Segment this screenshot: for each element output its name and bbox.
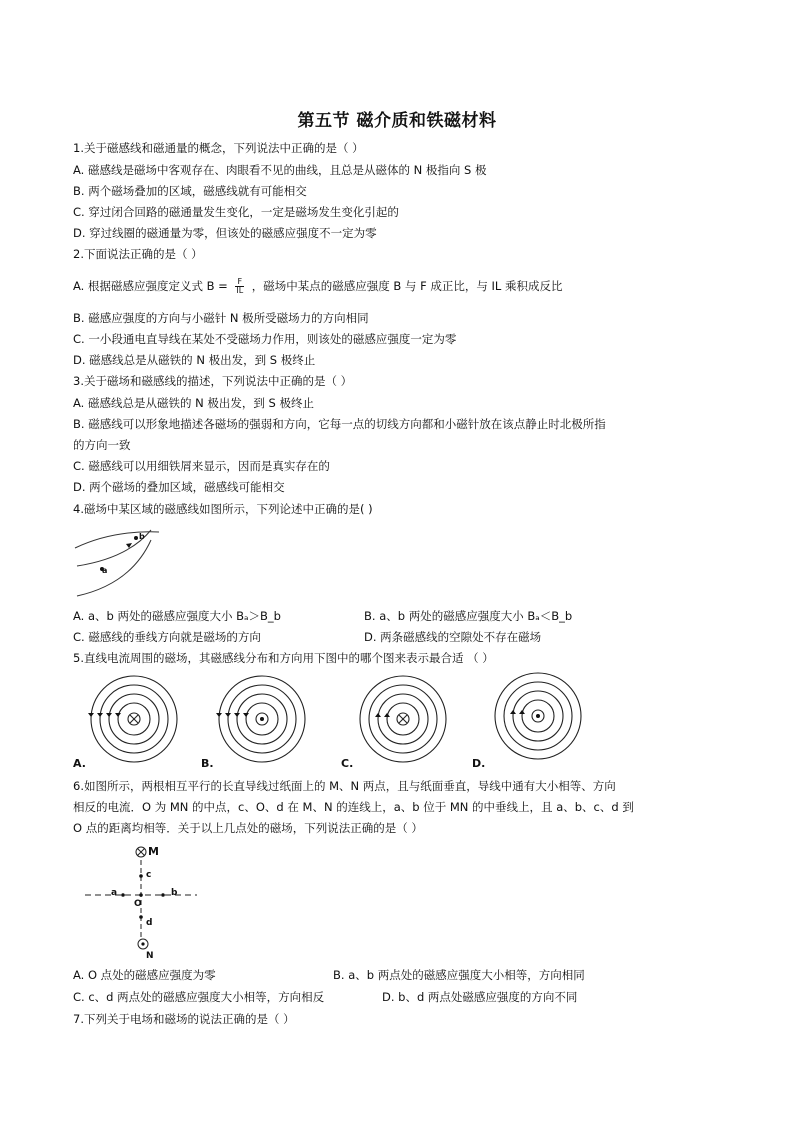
q5-label-d: D. [472,757,486,770]
point-o [139,893,143,897]
field-line-lower [77,540,151,596]
q2-option-b: B. 磁感应强度的方向与小磁针 N 极所受磁场力的方向相同 [73,311,369,325]
q1-option-d: D. 穿过线圈的磁通量为零，但该处的磁感应强度不一定为零 [73,226,377,240]
q4-label-a: a [102,566,108,575]
q6-option-a: A. O 点处的磁感应强度为零 [73,968,216,982]
q6-wires-figure [85,842,205,954]
q2-stem: 2.下面说法正确的是（ ） [73,247,203,261]
q3-option-a: A. 磁感线总是从磁铁的 N 极出发，到 S 极终止 [73,396,314,410]
q4-option-d: D. 两条磁感线的空隙处不存在磁场 [364,630,542,644]
q6-label-o: O [134,899,142,909]
q2-option-d: D. 磁感线总是从磁铁的 N 极出发，到 S 极终止 [73,353,316,367]
q3-option-d: D. 两个磁场的叠加区域，磁感线可能相交 [73,480,285,494]
q6-label-b: b [171,888,178,898]
point-b [161,893,165,897]
point-a [121,893,125,897]
q1-stem: 1.关于磁感线和磁通量的概念，下列说法中正确的是（ ） [73,141,364,155]
q5-stem: 5.直线电流周围的磁场，其磁感线分布和方向用下图中的哪个图来表示最合适 （ ） [73,651,494,665]
q5-figure-c [357,673,449,765]
q3-stem: 3.关于磁场和磁感线的描述，下列说法中正确的是（ ） [73,374,353,388]
q4-option-a: A. a、b 两处的磁感应强度大小 Bₐ＞B_b [73,609,281,623]
q3-option-b-line2: 的方向一致 [73,438,131,452]
q3-option-b-line1: B. 磁感线可以形象地描述各磁场的强弱和方向，它每一点的切线方向都和小磁针放在该点静止时北极所指 [73,417,606,431]
field-line-upper [75,532,159,548]
formula-denominator: IL [236,286,244,295]
q4-option-b: B. a、b 两处的磁感应强度大小 Bₐ＜B_b [364,609,573,623]
formula-fraction [235,278,244,295]
q6-stem-line2: 相反的电流．O 为 MN 的中点，c、O、d 在 M、N 的连线上，a、b 位于 MN 的中垂线上，且 a、b、c、d 到 [73,800,634,814]
q5-figure-b [216,673,308,765]
point-c [139,874,143,878]
q6-label-c: c [146,870,152,880]
q4-label-b: b [139,532,145,541]
page-title: 第五节 磁介质和铁磁材料 [297,111,497,131]
formula-numerator: F [237,277,243,286]
point-b [134,536,138,540]
q6-stem-line1: 6.如图所示，两根相互平行的长直导线过纸面上的 M、N 两点，且与纸面垂直，导线中通有大小相等、方向 [73,779,616,793]
q4-stem: 4.磁场中某区域的磁感线如图所示，下列论述中正确的是( ) [73,502,373,516]
q5-figure-d [492,670,584,762]
q2-option-a-prefix: A. 根据磁感应强度定义式 B = [73,279,228,293]
q1-option-b: B. 两个磁场叠加的区域，磁感线就有可能相交 [73,184,307,198]
q2-option-a-suffix: ，磁场中某点的磁感应强度 B 与 F 成正比，与 IL 乘积成反比 [251,279,563,293]
q1-option-a: A. 磁感线是磁场中客观存在、肉眼看不见的曲线，且总是从磁体的 N 极指向 S 极 [73,163,487,177]
q5-label-b: B. [201,757,214,770]
q5-label-a: A. [73,757,86,770]
q7-stem: 7.下列关于电场和磁场的说法正确的是（ ） [73,1012,295,1026]
q4-option-c: C. 磁感线的垂线方向就是磁场的方向 [73,630,261,644]
q2-option-c: C. 一小段通电直导线在某处不受磁场力作用，则该处的磁感应强度一定为零 [73,332,457,346]
point-d [139,915,143,919]
q6-stem-line3: O 点的距离均相等．关于以上几点处的磁场，下列说法正确的是（ ） [73,821,423,835]
q6-label-m: M [148,845,159,858]
q6-option-d: D. b、d 两点处磁感应强度的方向不同 [382,990,578,1004]
q6-label-d: d [146,918,153,928]
q2-option-a [73,278,562,295]
q3-option-c: C. 磁感线可以用细铁屑来显示，因而是真实存在的 [73,459,330,473]
q6-option-c: C. c、d 两点处的磁感应强度大小相等，方向相反 [73,990,325,1004]
q6-label-n: N [146,951,154,961]
q1-option-c: C. 穿过闭合回路的磁通量发生变化，一定是磁场发生变化引起的 [73,205,399,219]
q4-field-lines-figure [73,526,163,598]
q5-label-c: C. [341,757,354,770]
q5-figure-a [88,673,180,765]
q6-label-a: a [111,888,118,898]
q6-option-b: B. a、b 两点处的磁感应强度大小相等，方向相同 [333,968,585,982]
